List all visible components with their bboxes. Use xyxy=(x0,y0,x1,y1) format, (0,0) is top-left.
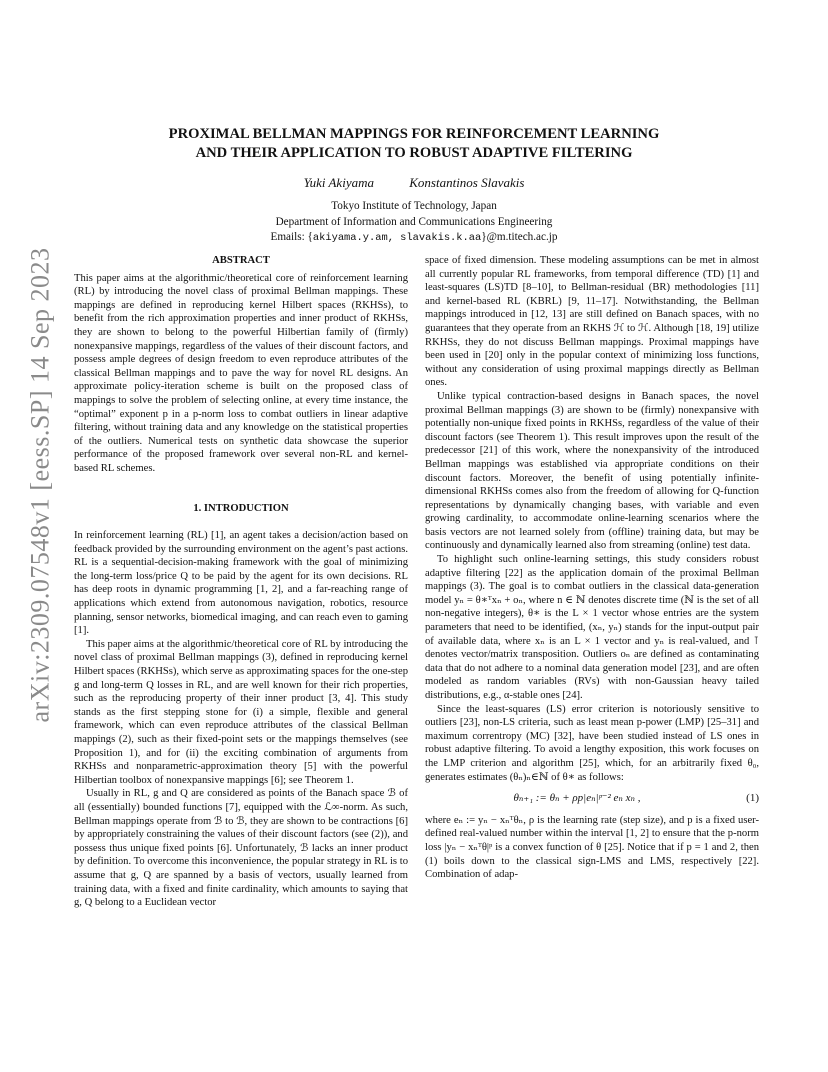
emails-prefix: Emails: { xyxy=(270,231,313,243)
institute-name: Tokyo Institute of Technology, Japan xyxy=(331,200,497,212)
intro-paragraph: space of fixed dimension. These modeling assumptions can be met in almost all currently popular RL frameworks, from temporal difference (TD) [1] and least-squares (LS)TD [8–10], to Bellman-residual (BR) methodologies [11] and kernel-based RL (KBRL) [9, 11–17]. Notwithstanding, the Bellman mappings introduced in [12, 13] are still defined on Banach spaces, with no guarantees that they operate from an RKHS ℋ to ℋ. Although [18, 19] utilize RKHSs, they do not discuss Bellman mappings. Proximal mappings have been used in [20] only in the popular context of minimizing loss functions, without any consideration of using proximal mappings directly as Bellman ones. xyxy=(425,255,759,389)
arxiv-identifier-text: arXiv:2309.07548v1 [eess.SP] 14 Sep 2023 xyxy=(25,247,55,723)
author-name: Konstantinos Slavakis xyxy=(409,175,525,190)
department-name: Department of Information and Communications Engineering xyxy=(275,215,553,228)
equation-number: (1) xyxy=(746,792,759,805)
emails-suffix: }@m.titech.ac.jp xyxy=(481,231,558,243)
intro-paragraph: To highlight such online-learning settings, this study considers robust adaptive filtering [22] as the application domain of the proximal Bellman mappings (3). The goal is to combat outliers in the classical data-generation model yₙ = θ∗ᵀxₙ + oₙ, where n ∈ ℕ denotes discrete time (ℕ is the set of all non-negative integers), θ∗ is the L × 1 vector whose entries are the system parameters that need to be identified, (xₙ, yₙ) stands for the input-output pair of available data, where xₙ is an L × 1 vector and yₙ is real-valued, and ⊺ denotes vector/matrix transposition. Outliers oₙ are defined as contaminating data that do not adhere to a nominal data generation model [23], and are often modeled as random variables (RVs) with non-Gaussian heavy tailed distributions, e.g., α-stable ones [24]. xyxy=(425,554,759,701)
title-line-1: PROXIMAL BELLMAN MAPPINGS FOR REINFORCEMENT LEARNING xyxy=(168,126,660,142)
equation-1 xyxy=(425,792,759,806)
intro-paragraph: Unlike typical contraction-based designs in Banach spaces, the novel proximal Bellman mappings (3) are shown to be (firmly) nonexpansive with potentially non-unique fixed points in RKHSs, regardless of the value of their discount factors (see Theorem 1). This result improves upon the result of the predecessor [21] of this work, where the nonexpansivity of the introduced Bellman mappings was established via appropriate conditions on their discount factors. Moreover, the benefit of using potentially infinite-dimensional RKHSs comes also from the freedom of allowing for Q-function representations by dynamically changing bases, with variable and even growing cardinality, to accommodate online-learning scenarios where the basis vectors are not learned solely from (offline) training data, but may be continuously and dynamically learned also from streaming (online) test data. xyxy=(425,390,759,552)
equation-body: θₙ₊₁ := θₙ + ρp|eₙ|ᵖ⁻² eₙ xₙ , xyxy=(513,792,641,805)
intro-paragraph: Since the least-squares (LS) error criterion is notoriously sensitive to outliers [23], non-LS criteria, such as least mean p-power (LMP) [25–31] and maximum correntropy (MC) [32], have been studied instead of LS ones in robust adaptive filtering. To avoid a lengthy exposition, this work focuses on the LMP criterion and algorithm [25], which, for an arbitrarily fixed θ₀, generates estimates (θₙ)ₙ∈ℕ of θ∗ as follows: xyxy=(425,703,759,783)
left-column xyxy=(74,254,408,910)
arxiv-identifier-stamp xyxy=(20,247,60,723)
emails-addresses: akiyama.y.am, slavakis.k.aa xyxy=(312,232,482,244)
intro-paragraph: This paper aims at the algorithmic/theoretical core of RL by introducing the novel class of proximal Bellman mappings (3), defined in reproducing kernel Hilbert spaces (RKHSs), which serve as approximating spaces for the one-step g and long-term Q losses in RL, and are well known for their rich properties, such as the reproducing property of their inner product [3, 4]. This study stands as the first stepping stone for (i) a simple, flexible and general framework, which can even reproduce attributes of the classical Bellman mappings (2), such as their fixed-point sets or the mappings themselves (see Proposition 1), and for (ii) the exciting combination of arguments from RKHSs and nonparametric-approximation theory [5] with the powerful Hilbertian toolbox of nonexpansive mappings [6]; see Theorem 1. xyxy=(74,638,408,786)
abstract-heading: ABSTRACT xyxy=(212,255,270,266)
author-name: Yuki Akiyama xyxy=(303,175,374,190)
introduction-heading: 1. INTRODUCTION xyxy=(193,502,289,514)
paper-title xyxy=(100,125,728,163)
title-line-2: AND THEIR APPLICATION TO ROBUST ADAPTIVE FILTERING xyxy=(195,145,633,161)
right-column xyxy=(425,254,759,882)
emails-line xyxy=(100,230,728,247)
affiliation-block xyxy=(100,199,728,247)
author-list xyxy=(100,175,728,191)
intro-paragraph: In reinforcement learning (RL) [1], an agent takes a decision/action based on feedback provided by the surrounding environment on the agent’s past actions. RL is a sequential-decision-making framework with the goal of minimizing the long-term loss/price Q to be paid by the agent for its own decisions. RL has deep roots in dynamic programming [1, 2], and a far-reaching range of applications which extend from autonomous navigation, robotics, resource planning, sensor networks, biomedical imaging, and can reach even to gaming [1]. xyxy=(74,530,408,637)
intro-paragraph: Usually in RL, g and Q are considered as points of the Banach space ℬ of all (essentially) bounded functions [7], equipped with the ℒ∞-norm. As such, Bellman mappings operate from ℬ to ℬ, they are shown to be contractions [6] by appropriately constraining the values of their discount factors (see (2)), and possess thus unique fixed points [6]. Unfortunately, ℬ lacks an inner product by definition. To overcome this inconvenience, the popular strategy in RL is to assume that g, Q are spanned by a basis of vectors, usually learned from training data, with a fixed and finite cardinality, which amounts to saying that g, Q belong to a Euclidean vector xyxy=(74,788,408,909)
abstract-text: This paper aims at the algorithmic/theoretical core of reinforcement learning (RL) by introducing the novel class of proximal Bellman mappings. These mappings are defined in reproducing kernel Hilbert spaces (RKHSs), to benefit from the rich approximation properties and inner product of RKHSs, they are shown to belong to the powerful Hilbertian family of (firmly) nonexpansive mappings, regardless of the values of their discount factors, and possess ample degrees of design freedom to even reproduce attributes of the classical Bellman mappings and to pave the way for novel RL designs. An approximate policy-iteration scheme is built on the proposed class of mappings to solve the problem of selecting online, at every time instance, the “optimal” exponent p in a p-norm loss to combat outliers in linear adaptive filtering, without training data and any knowledge on the statistical properties of the outliers. Numerical tests on synthetic data showcase the superior performance of the proposed framework over several non-RL and kernel-based RL schemes. xyxy=(74,272,408,474)
intro-paragraph: where eₙ := yₙ − xₙᵀθₙ, ρ is the learning rate (step size), and p is a fixed user-defined real-valued number within the interval [1, 2] to ensure that the p-norm loss |yₙ − xₙᵀθ|ᵖ is a convex function of θ [25]. Notice that if p = 1 and 2, then (1) boils down to the classical sign-LMS and LMS, respectively [22]. Combination of adap- xyxy=(425,814,759,881)
